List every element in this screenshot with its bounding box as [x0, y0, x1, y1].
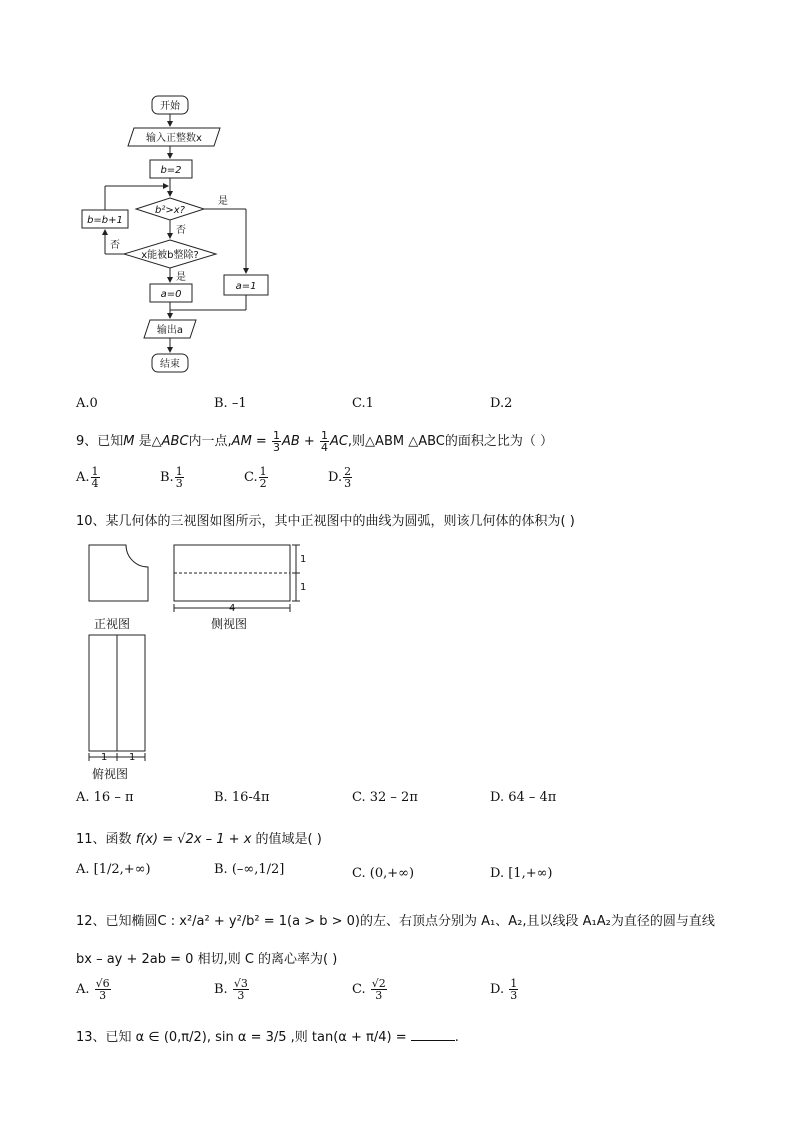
- q12-stem-line1: 12、已知椭圆C : x²/a² + y²/b² = 1(a > b > 0)的左、右顶点分别为 A₁、A₂,且以线段 A₁A₂为直径的圆与直线: [76, 914, 715, 929]
- q11-suffix: 的值域是( ): [251, 832, 322, 847]
- q9-mid: 是△: [134, 434, 162, 449]
- dim-label-side-top: 1: [300, 554, 307, 565]
- q11-option-d-label: D.: [490, 866, 505, 881]
- q9-vec-am: AM: [231, 434, 252, 449]
- q9-option-a[interactable]: A. $\frac{1}{4}$: [76, 465, 99, 490]
- q9-option-b[interactable]: B. $\frac{1}{3}$: [160, 465, 183, 490]
- flow-cond1-text: b²>x?: [155, 205, 185, 216]
- q9-vec-ac: AC: [329, 434, 348, 449]
- q9-option-d[interactable]: D. $\frac{2}{3}$: [328, 465, 352, 490]
- q11-function: f(x) = √2x – 1 + x: [135, 832, 252, 847]
- q10-option-a[interactable]: A. 16 – π: [76, 790, 134, 805]
- q11-option-d[interactable]: [490, 866, 553, 881]
- dim-label-side-width: 4: [229, 603, 236, 614]
- flow-yes-1: 是: [218, 196, 228, 207]
- q9-coef2: $\frac{1}{4}$: [320, 429, 328, 454]
- q11-option-b[interactable]: [214, 862, 284, 877]
- flow-cond2-text: x能被b整除?: [141, 250, 199, 261]
- q9-vec-ab: AB: [281, 434, 300, 449]
- q9-inner: 内一点,: [188, 434, 232, 449]
- flow-output-text: 输出a: [156, 325, 184, 336]
- q12-stem-line2: bx – ay + 2ab = 0 相切,则 C 的离心率为( ): [76, 952, 338, 967]
- q13-end: .: [454, 1030, 459, 1045]
- q10-stem: 10、某几何体的三视图如图所示，其中正视图中的曲线为圆弧，则该几何体的体积为( ): [76, 514, 575, 529]
- dim-label-side-bottom: 1: [300, 582, 307, 593]
- q13-stem-text: 13、已知 α ∈ (0,π/2), sin α = 3/5 ,则 tan(α + π/4) =: [76, 1030, 411, 1045]
- q12-option-b[interactable]: B. $\frac{√3}{3}$: [214, 977, 248, 1002]
- q9-point-m: M: [123, 434, 135, 449]
- q11-option-a[interactable]: [76, 862, 151, 877]
- flow-yes-2: 是: [176, 272, 186, 283]
- three-view-figure: [74, 538, 314, 788]
- q11-option-b-label: B.: [214, 862, 228, 877]
- flow-init-text: b=2: [160, 165, 182, 176]
- q11-stem: [76, 828, 322, 847]
- flow-input-text: 输入正整数x: [146, 133, 202, 144]
- q9-coef1: $\frac{1}{3}$: [272, 429, 280, 454]
- q8-option-a[interactable]: A.0: [76, 396, 98, 411]
- flow-a1-text: a=1: [235, 281, 257, 292]
- q8-option-c[interactable]: C.1: [352, 396, 374, 411]
- front-view-shape: [89, 545, 148, 601]
- q11-option-c[interactable]: [352, 866, 414, 881]
- q9-plus: +: [299, 434, 319, 449]
- q10-option-c[interactable]: C. 32 – 2π: [352, 790, 418, 805]
- flow-end-text: 结束: [160, 359, 180, 370]
- q11-option-c-text: (0,+∞): [369, 866, 415, 881]
- q8-option-b[interactable]: B. –1: [214, 396, 247, 411]
- flowchart-figure: [74, 88, 284, 378]
- flow-no-1: 否: [176, 225, 186, 236]
- flow-start-text: 开始: [160, 101, 180, 112]
- q9-suffix: ,则△ABM △ABC的面积之比为（ ）: [347, 434, 554, 449]
- front-view-label: 正视图: [94, 617, 131, 631]
- q9-option-c[interactable]: C. $\frac{1}{2}$: [244, 465, 267, 490]
- q11-option-d-text: [1,+∞): [508, 866, 553, 881]
- dim-label-top-left: 1: [101, 752, 108, 763]
- flow-no-2: 否: [110, 240, 120, 251]
- q11-option-a-label: A.: [76, 862, 90, 877]
- q9-eq: =: [251, 434, 271, 449]
- q11-option-a-text: [1/2,+∞): [93, 862, 151, 877]
- q11-option-c-label: C.: [352, 866, 366, 881]
- dim-label-top-right: 1: [129, 752, 136, 763]
- top-view-label: 俯视图: [92, 767, 129, 781]
- flow-a0-text: a=0: [160, 289, 182, 300]
- q8-option-d[interactable]: D.2: [490, 396, 513, 411]
- q12-option-d[interactable]: D. $\frac{1}{3}$: [490, 977, 518, 1002]
- q10-option-b[interactable]: B. 16-4π: [214, 790, 270, 805]
- q9-triangle: ABC: [161, 434, 189, 449]
- q12-option-a[interactable]: A. $\frac{√6}{3}$: [76, 977, 110, 1002]
- q10-option-d[interactable]: D. 64 – 4π: [490, 790, 557, 805]
- q9-prefix: 9、已知: [76, 434, 124, 449]
- q13-answer-blank[interactable]: [411, 1028, 455, 1041]
- q12-option-c[interactable]: C. $\frac{√2}{3}$: [352, 977, 386, 1002]
- q9-stem: [76, 430, 553, 453]
- q11-prefix: 11、函数: [76, 832, 136, 847]
- flow-increment-text: b=b+1: [87, 215, 123, 226]
- q11-option-b-text: (–∞,1/2]: [231, 862, 285, 877]
- q13-stem: [76, 1026, 459, 1045]
- side-view-label: 侧视图: [211, 617, 248, 631]
